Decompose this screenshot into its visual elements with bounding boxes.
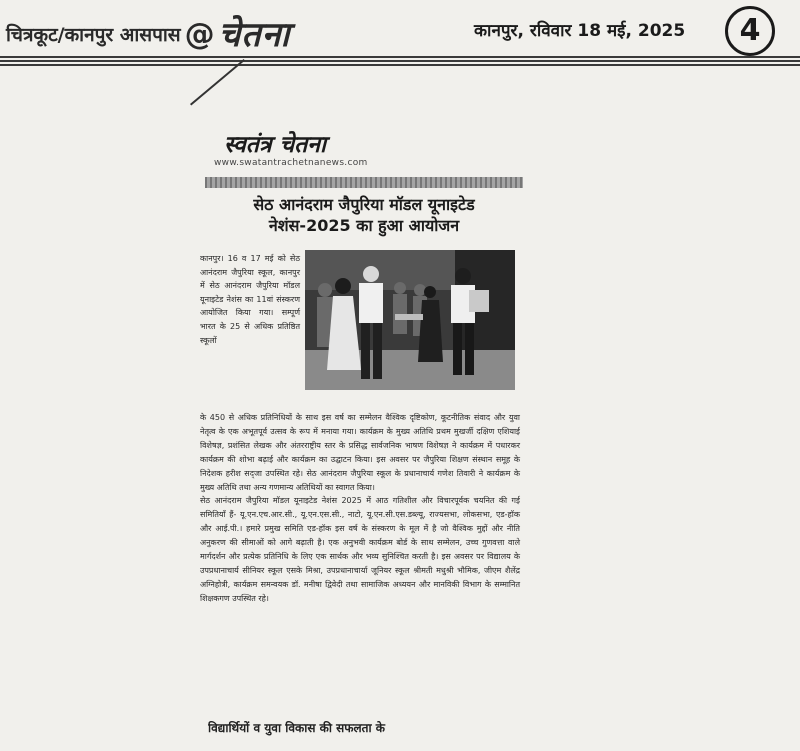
newspaper-logo: स्वतंत्र चेतना: [224, 131, 326, 158]
article-headline: [205, 194, 523, 236]
newspaper-url: www.swatantrachetnanews.com: [214, 158, 368, 168]
edition-date: कानपुर, रविवार 18 मई, 2025: [474, 21, 686, 41]
clip-header-bar: [205, 177, 523, 188]
headline-line-1: सेठ आनंदराम जैपुरिया मॉडल यूनाइटेड: [253, 195, 475, 214]
article-paragraph: सेठ आनंदराम जैपुरिया मॉडल यूनाइटेड नेशंस 2025 में आठ गतिशील और विचारपूर्वक चयनित की गई समितियाँ हैं- यू.एन.एच.आर.सी., यू.एन.एस.सी., नाटो, यू.एन.सी.एस.डब्ल्यू, राज्यसभा, लोकसभा, एड-हॉक और आई.पी.। हमारे प्रमुख समिति एड-हॉक इस वर्ष के संस्करण के मूल में है जो वैश्विक मुद्दों और नीति अनुकरण की सीमाओं को आगे बढ़ाती है। एक अनुभवी कार्यक्रम बोर्ड के साथ सम्मेलन, उच्च गुणवत्ता वाले मार्गदर्शन और प्रत्येक प्रतिनिधि के लिए एक सार्थक और भव्य सुनिश्चित करती है। इस अवसर पर विद्यालय के उपप्रधानाचार्य सीनियर स्कूल एसके मिश्रा, उपप्रधानाचार्या जूनियर स्कूल श्रीमती मधुश्री भौमिक, जीएम शैलेंद्र अग्निहोत्री, कार्यक्रम समन्वयक डॉ. मनीषा द्विवेदी तथा सामाजिक अध्ययन और मानविकी विभाग के सम्मानित शिक्षकगण उपस्थित रहे।: [200, 496, 520, 603]
article-paragraph: के 450 से अधिक प्रतिनिधियों के साथ इस वर्ष का सम्मेलन वैश्विक दृष्टिकोण, कूटनीतिक संवाद और युवा नेतृत्व के एक अभूतपूर्व उत्सव के रूप में मनाया गया। कार्यक्रम के मुख्य अतिथि प्रथम मुखर्जी दक्षिण एशियाई विशेषज्ञ, प्रशंसित लेखक और अंतरराष्ट्रीय स्तर के प्रसिद्ध सार्वजनिक भाषण विशेषज्ञ ने कार्यक्रम में पधारकर कार्यक्रम की शोभा बढ़ाई और कार्यक्रम का उद्घाटन किया। इस अवसर पर जैपुरिया शिक्षण संस्थान समूह के निदेशक हरीश सद्जा उपस्थित रहे। सेठ आनंदराम जैपुरिया स्कूल के प्रधानाचार्य गणेश तिवारी ने कार्यक्रम के मुख्य अतिथि तथा अन्य गणमान्य अतिथियों का स्वागत किया।: [200, 413, 520, 492]
at-symbol: @: [184, 17, 215, 52]
masthead-title: [6, 10, 290, 56]
article-intro-column: कानपुर। 16 व 17 मई को सेठ आनंदराम जैपुरिया स्कूल, कानपुर में सेठ आनंदराम जैपुरिया मॉडल यूनाइटेड नेशंस का 11वां संस्करण आयोजित किया गया। सम्पूर्ण भारत के 25 से अधिक प्रतिष्ठित स्कूलों: [200, 254, 300, 345]
brand-name: चेतना: [218, 15, 291, 55]
event-photo: [305, 250, 515, 390]
masthead-rule: [0, 56, 800, 66]
masthead: [0, 0, 800, 62]
page-number: 4: [725, 6, 775, 56]
headline-line-2: नेशंस-2025 का हुआ आयोजन: [268, 216, 460, 235]
article-body: [200, 411, 520, 606]
next-article-headline: विद्यार्थियों व युवा विकास की सफलता के: [208, 721, 385, 735]
section-name: चित्रकूट/कानपुर आसपास: [6, 24, 181, 46]
